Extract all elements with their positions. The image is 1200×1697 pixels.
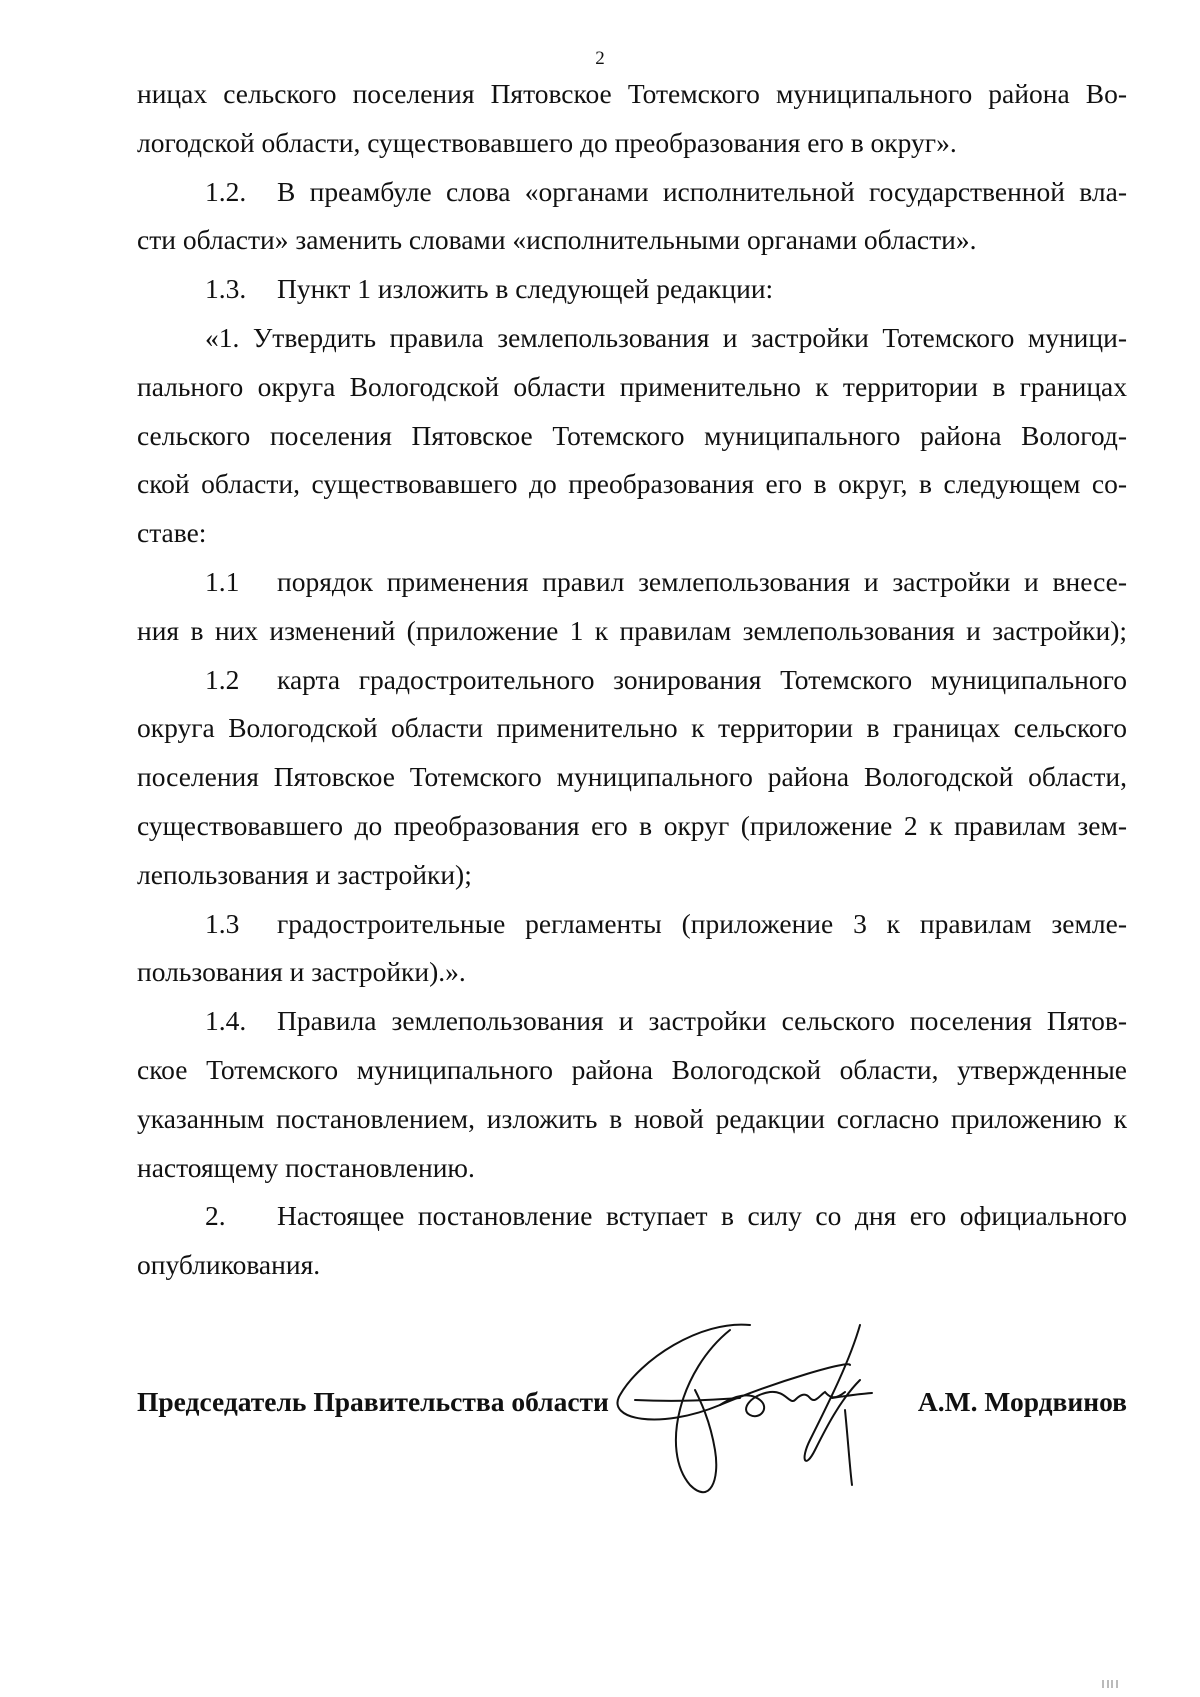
clause-number: 1.2. <box>205 175 247 207</box>
text-line: сти области» заменить словами «исполнительными органами области». <box>137 224 977 256</box>
clause-number: 1.2 <box>205 663 240 695</box>
text-line: пального округа Вологодской области применительно к территории в границах <box>137 370 1127 402</box>
subclause-1-1 <box>137 558 1127 607</box>
clause-number: 2. <box>205 1200 226 1232</box>
text-line: ставе: <box>137 517 207 549</box>
clause-number: 1.3. <box>205 273 247 305</box>
text-line: опубликования. <box>137 1249 321 1281</box>
clause-text: градостроительные регламенты (приложение 3 к правилам земле- <box>277 907 1127 939</box>
handwritten-signature <box>600 1300 950 1520</box>
text-line: существовавшего до преобразования его в округ (приложение 2 к правилам зем- <box>137 809 1127 841</box>
text-line: указанным постановлением, изложить в новой редакции согласно приложению к <box>137 1102 1127 1134</box>
clause-text: Пункт 1 изложить в следующей редакции: <box>277 273 774 305</box>
text-line: ское Тотемского муниципального района Вологодской области, утвержденные <box>137 1053 1127 1085</box>
text-line: лепользования и застройки); <box>137 858 472 890</box>
page-number: 2 <box>595 48 605 69</box>
subclause-1-2 <box>137 656 1127 705</box>
text-line: ской области, существовавшего до преобразования его в округ, в следующем со- <box>137 468 1127 500</box>
clause-number: 1.1 <box>205 565 240 597</box>
scan-mark <box>1100 1679 1130 1689</box>
text-line: ницах сельского поселения Пятовское Тотемского муниципального района Во- <box>137 78 1127 109</box>
text-line: ния в них изменений (приложение 1 к правилам землепользования и застройки); <box>137 614 1127 646</box>
text-line: логодской области, существовавшего до преобразования его в округ». <box>137 126 957 158</box>
clause-2 <box>137 1192 1127 1241</box>
text-line: сельского поселения Пятовское Тотемского муниципального района Вологод- <box>137 419 1127 451</box>
text-line: округа Вологодской области применительно к территории в границах сельского <box>137 712 1127 744</box>
clause-1-4 <box>137 997 1127 1046</box>
clause-text: В преамбуле слова «органами исполнительной государственной вла- <box>277 175 1127 207</box>
clause-text: Правила землепользования и застройки сельского поселения Пятов- <box>277 1005 1127 1037</box>
text-line: пользования и застройки).». <box>137 956 466 988</box>
clause-text: Настоящее постановление вступает в силу со дня его официального <box>277 1200 1127 1232</box>
text-line: «1. Утвердить правила землепользования и застройки Тотемского муници- <box>205 321 1127 353</box>
subclause-1-3 <box>137 900 1127 949</box>
clause-text: порядок применения правил землепользования и застройки и внесе- <box>277 565 1127 597</box>
document-body <box>137 70 1127 1290</box>
clause-text: карта градостроительного зонирования Тотемского муниципального <box>277 663 1127 695</box>
text-line: настоящему постановлению. <box>137 1151 475 1183</box>
signer-name: А.М. Мордвинов <box>917 1386 1127 1417</box>
clause-number: 1.3 <box>205 907 240 939</box>
clause-1-3 <box>137 265 1127 314</box>
position-title: Председатель Правительства области <box>137 1386 609 1417</box>
clause-number: 1.4. <box>205 1005 247 1037</box>
text-line: поселения Пятовское Тотемского муниципального района Вологодской области, <box>137 761 1127 793</box>
clause-1-2 <box>137 168 1127 217</box>
